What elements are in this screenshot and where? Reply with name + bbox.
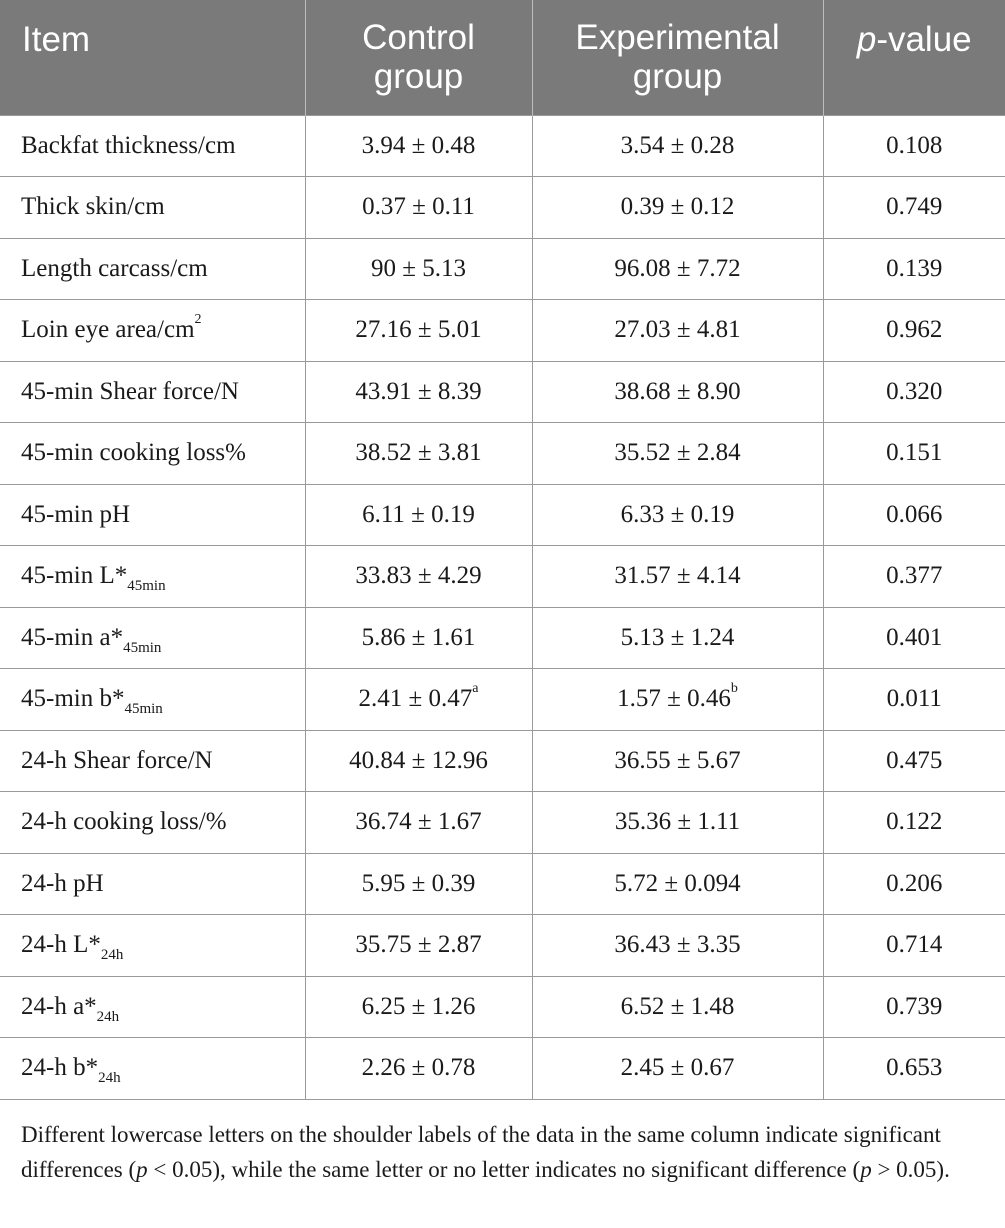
- experimental-value-cell: [532, 423, 823, 485]
- experimental-value: 3.54 ± 0.28: [620, 131, 735, 159]
- p-value-cell: [823, 115, 1005, 177]
- item-label: 45-min cooking loss%: [21, 439, 246, 467]
- item-label: 45-min Shear force/N: [21, 377, 239, 405]
- p-value: 0.122: [886, 808, 943, 836]
- experimental-value-cell: [532, 1038, 823, 1100]
- control-value: 0.37 ± 0.11: [362, 193, 475, 221]
- experimental-value: 1.57 ± 0.46: [617, 685, 731, 713]
- experimental-value-cell: [532, 238, 823, 300]
- table-body: [0, 115, 1005, 1099]
- item-cell: [0, 484, 305, 546]
- significance-letter: a: [472, 681, 479, 697]
- control-value: 3.94 ± 0.48: [361, 131, 476, 159]
- p-value: 0.066: [886, 500, 943, 528]
- item-cell: [0, 115, 305, 177]
- item-subscript: 45min: [124, 701, 163, 718]
- item-cell: [0, 915, 305, 977]
- control-value: 2.41 ± 0.47: [358, 685, 473, 713]
- table-row: [0, 300, 1005, 362]
- item-label: 24-h cooking loss/%: [21, 808, 227, 836]
- p-value: 0.714: [886, 931, 943, 959]
- control-value-cell: [305, 853, 532, 915]
- p-value-cell: [823, 361, 1005, 423]
- header-row: [0, 0, 1005, 115]
- p-value: 0.206: [886, 869, 943, 897]
- table-row: [0, 669, 1005, 731]
- p-value-cell: [823, 177, 1005, 239]
- item-cell: [0, 976, 305, 1038]
- item-subscript: 24h: [100, 947, 124, 964]
- item-cell: [0, 361, 305, 423]
- control-value-cell: [305, 423, 532, 485]
- table-row: [0, 238, 1005, 300]
- control-value-cell: [305, 669, 532, 731]
- experimental-value: 0.39 ± 0.12: [620, 193, 735, 221]
- p-value-cell: [823, 669, 1005, 731]
- experimental-value: 35.36 ± 1.11: [614, 808, 741, 836]
- control-value-cell: [305, 115, 532, 177]
- experimental-value: 36.55 ± 5.67: [614, 746, 741, 774]
- p-value: 0.320: [886, 377, 943, 405]
- experimental-value: 5.72 ± 0.094: [614, 869, 741, 897]
- p-value: 0.011: [886, 685, 942, 713]
- item-cell: [0, 607, 305, 669]
- p-value-cell: [823, 546, 1005, 608]
- header-control-group: Control group: [305, 0, 532, 115]
- p-value: 0.108: [886, 131, 943, 159]
- item-label: 24-h pH: [21, 869, 104, 897]
- control-value: 27.16 ± 5.01: [355, 316, 482, 344]
- item-cell: [0, 238, 305, 300]
- item-label: 24-h L*: [21, 931, 101, 959]
- item-cell: [0, 423, 305, 485]
- table-row: [0, 792, 1005, 854]
- control-value: 6.25 ± 1.26: [361, 992, 476, 1020]
- experimental-value-cell: [532, 915, 823, 977]
- item-cell: [0, 1038, 305, 1100]
- p-value-cell: [823, 915, 1005, 977]
- p-value-cell: [823, 792, 1005, 854]
- item-cell: [0, 177, 305, 239]
- experimental-value-cell: [532, 115, 823, 177]
- experimental-value-cell: [532, 177, 823, 239]
- header-experimental-group: Experimental group: [532, 0, 823, 115]
- control-value-cell: [305, 238, 532, 300]
- table-row: [0, 115, 1005, 177]
- control-value: 5.95 ± 0.39: [361, 869, 476, 897]
- p-value: 0.962: [886, 316, 943, 344]
- table-row: [0, 546, 1005, 608]
- header-item: Item: [0, 0, 305, 115]
- experimental-value-cell: [532, 300, 823, 362]
- control-value: 33.83 ± 4.29: [355, 562, 482, 590]
- p-value-cell: [823, 607, 1005, 669]
- item-label: Backfat thickness/cm: [21, 131, 236, 159]
- control-value: 40.84 ± 12.96: [349, 746, 488, 774]
- control-value: 38.52 ± 3.81: [355, 439, 482, 467]
- table-row: [0, 423, 1005, 485]
- control-value-cell: [305, 915, 532, 977]
- experimental-value-cell: [532, 792, 823, 854]
- experimental-value-cell: [532, 976, 823, 1038]
- p-value: 0.475: [886, 746, 943, 774]
- item-subscript: 24h: [98, 1070, 121, 1087]
- control-value-cell: [305, 607, 532, 669]
- table-row: [0, 976, 1005, 1038]
- p-value: 0.401: [886, 623, 943, 651]
- table-row: [0, 1038, 1005, 1100]
- item-superscript: 2: [194, 312, 202, 328]
- table-footnote: Different lowercase letters on the shoulder labels of the data in the same column indicate significant differences (p < 0.05), while the same letter or no letter indicates no significant difference (p > 0.05).: [21, 1122, 950, 1182]
- p-value-cell: [823, 300, 1005, 362]
- control-value: 5.86 ± 1.61: [361, 623, 476, 651]
- p-value: 0.653: [886, 1054, 943, 1082]
- control-value-cell: [305, 546, 532, 608]
- table-row: [0, 484, 1005, 546]
- experimental-value: 27.03 ± 4.81: [614, 316, 741, 344]
- item-label: 24-h b*: [21, 1054, 99, 1082]
- item-label: 45-min pH: [21, 500, 131, 528]
- experimental-value-cell: [532, 546, 823, 608]
- p-value: 0.139: [886, 254, 943, 282]
- p-value: 0.749: [886, 193, 943, 221]
- control-value-cell: [305, 177, 532, 239]
- experimental-value: 6.33 ± 0.19: [620, 500, 735, 528]
- item-label: 45-min a*: [21, 623, 124, 651]
- item-label: 24-h a*: [21, 992, 97, 1020]
- table-row: [0, 177, 1005, 239]
- p-value-cell: [823, 1038, 1005, 1100]
- control-value-cell: [305, 792, 532, 854]
- experimental-value-cell: [532, 607, 823, 669]
- p-value-cell: [823, 484, 1005, 546]
- significance-letter: b: [730, 681, 738, 697]
- control-value-cell: [305, 1038, 532, 1100]
- item-subscript: 45min: [127, 578, 166, 595]
- control-value-cell: [305, 976, 532, 1038]
- experimental-value-cell: [532, 730, 823, 792]
- control-value: 36.74 ± 1.67: [355, 808, 482, 836]
- item-cell: [0, 792, 305, 854]
- experimental-value-cell: [532, 853, 823, 915]
- experimental-value: 5.13 ± 1.24: [620, 623, 735, 651]
- p-value: 0.151: [886, 439, 943, 467]
- item-subscript: 45min: [123, 639, 162, 656]
- table-row: [0, 607, 1005, 669]
- control-value: 2.26 ± 0.78: [361, 1054, 476, 1082]
- experimental-value-cell: [532, 361, 823, 423]
- item-subscript: 24h: [96, 1008, 120, 1025]
- header-p-value: p-value: [823, 0, 1005, 115]
- experimental-value-cell: [532, 669, 823, 731]
- experimental-value: 38.68 ± 8.90: [614, 377, 741, 405]
- item-label: Thick skin/cm: [21, 193, 165, 221]
- control-value-cell: [305, 484, 532, 546]
- control-value-cell: [305, 361, 532, 423]
- item-label: Loin eye area/cm: [21, 316, 195, 344]
- control-value: 90 ± 5.13: [371, 254, 466, 282]
- item-cell: [0, 669, 305, 731]
- experimental-value: 36.43 ± 3.35: [614, 931, 741, 959]
- p-value-cell: [823, 238, 1005, 300]
- table-header: [0, 0, 1005, 115]
- experimental-value: 31.57 ± 4.14: [614, 562, 741, 590]
- control-value: 43.91 ± 8.39: [355, 377, 482, 405]
- item-cell: [0, 546, 305, 608]
- item-label: Length carcass/cm: [21, 254, 208, 282]
- p-value: 0.377: [886, 562, 943, 590]
- experimental-value: 35.52 ± 2.84: [614, 439, 741, 467]
- experimental-value: 2.45 ± 0.67: [620, 1054, 735, 1082]
- item-cell: [0, 853, 305, 915]
- experimental-value-cell: [532, 484, 823, 546]
- table-row: [0, 361, 1005, 423]
- item-label: 45-min b*: [21, 685, 125, 713]
- control-value-cell: [305, 730, 532, 792]
- control-value-cell: [305, 300, 532, 362]
- control-value: 35.75 ± 2.87: [355, 931, 482, 959]
- item-cell: [0, 730, 305, 792]
- table-row: [0, 730, 1005, 792]
- p-value-cell: [823, 423, 1005, 485]
- item-label: 24-h Shear force/N: [21, 746, 213, 774]
- p-value-cell: [823, 853, 1005, 915]
- table-row: [0, 853, 1005, 915]
- experimental-value: 6.52 ± 1.48: [620, 992, 735, 1020]
- table-row: [0, 915, 1005, 977]
- experimental-value: 96.08 ± 7.72: [614, 254, 741, 282]
- control-value: 6.11 ± 0.19: [362, 500, 475, 528]
- p-value: 0.739: [886, 992, 943, 1020]
- p-value-cell: [823, 730, 1005, 792]
- item-cell: [0, 300, 305, 362]
- p-value-cell: [823, 976, 1005, 1038]
- item-label: 45-min L*: [21, 562, 128, 590]
